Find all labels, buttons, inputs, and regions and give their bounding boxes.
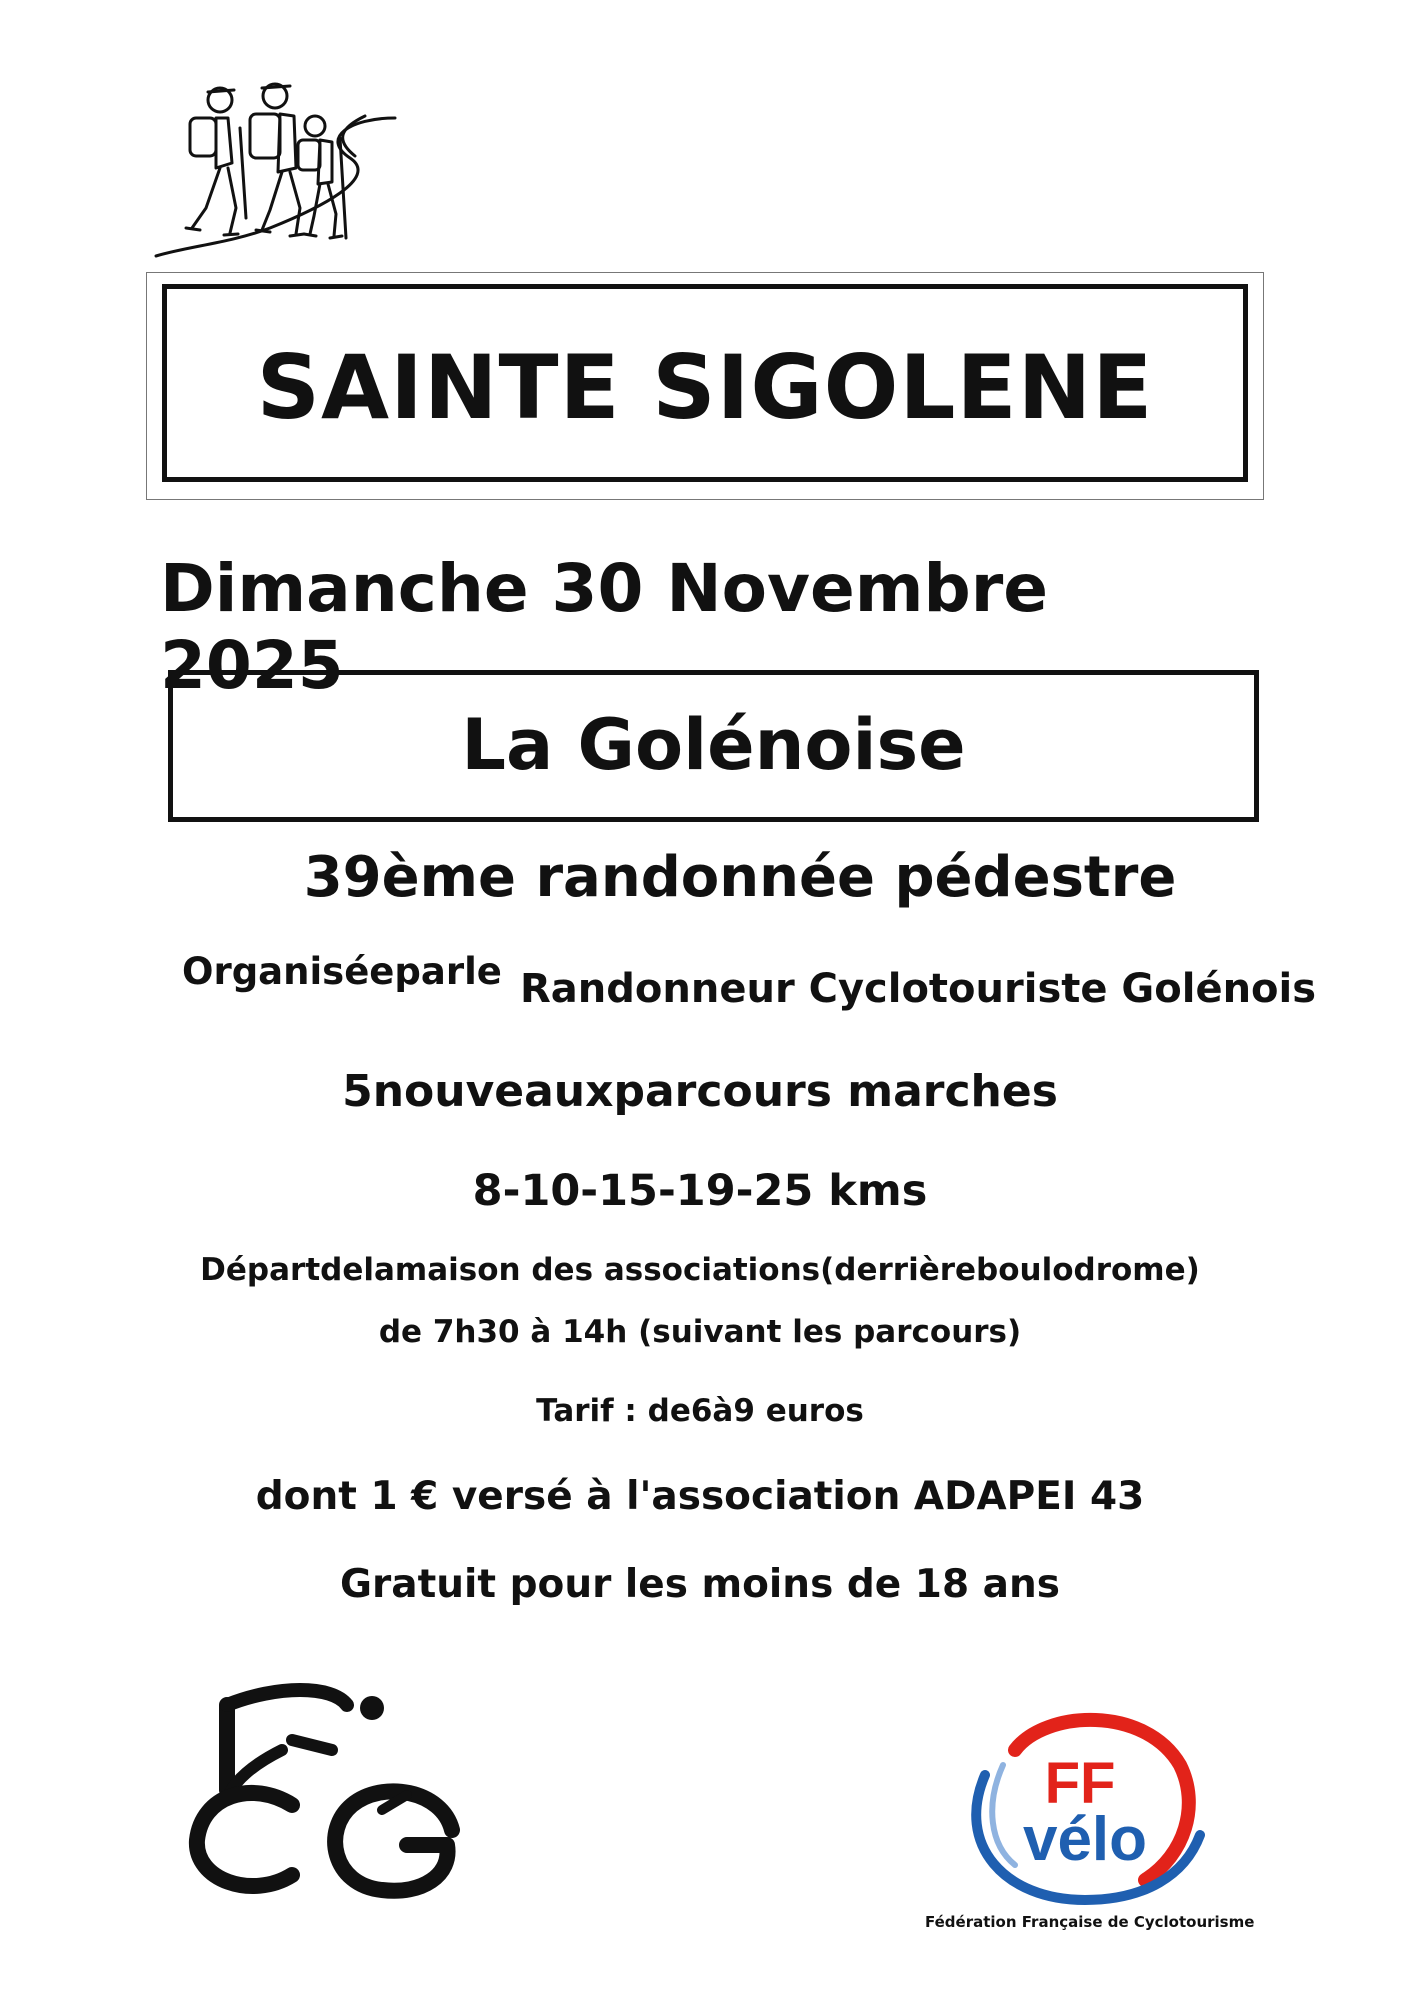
rcg-cyclist-logo: [182, 1680, 482, 1905]
tariff-info: Tarif : de6à9 euros: [536, 1393, 864, 1429]
departure-info: Départdelamaison des associations(derrièreboulodrome): [200, 1252, 1200, 1288]
hikers-illustration-icon: [150, 78, 400, 258]
distances-info: 8-10-15-19-25 kms: [472, 1166, 928, 1216]
donation-info: dont 1 € versé à l'association ADAPEI 43: [255, 1474, 1145, 1519]
organizer-label: Organiséeparle: [182, 950, 502, 993]
hours-info: de 7h30 à 14h (suivant les parcours): [378, 1314, 1022, 1350]
event-name: La Golénoise: [461, 704, 966, 786]
event-subtitle: 39ème randonnée pédestre: [303, 845, 1177, 910]
routes-info: 5nouveauxparcours marches: [342, 1066, 1058, 1117]
ffvelo-caption: Fédération Française de Cyclotourisme: [925, 1913, 1255, 1931]
free-entry-info: Gratuit pour les moins de 18 ans: [340, 1562, 1060, 1607]
ffvelo-line1: FF: [1044, 1751, 1116, 1816]
organizer-name: Randonneur Cyclotouriste Golénois: [520, 966, 1317, 1012]
town-title: SAINTE SIGOLENE: [256, 336, 1154, 439]
ffvelo-line2: vélo: [1022, 1805, 1148, 1874]
event-date: Dimanche 30 Novembre 2025: [160, 550, 1049, 704]
ffvelo-logo: [945, 1695, 1225, 1905]
